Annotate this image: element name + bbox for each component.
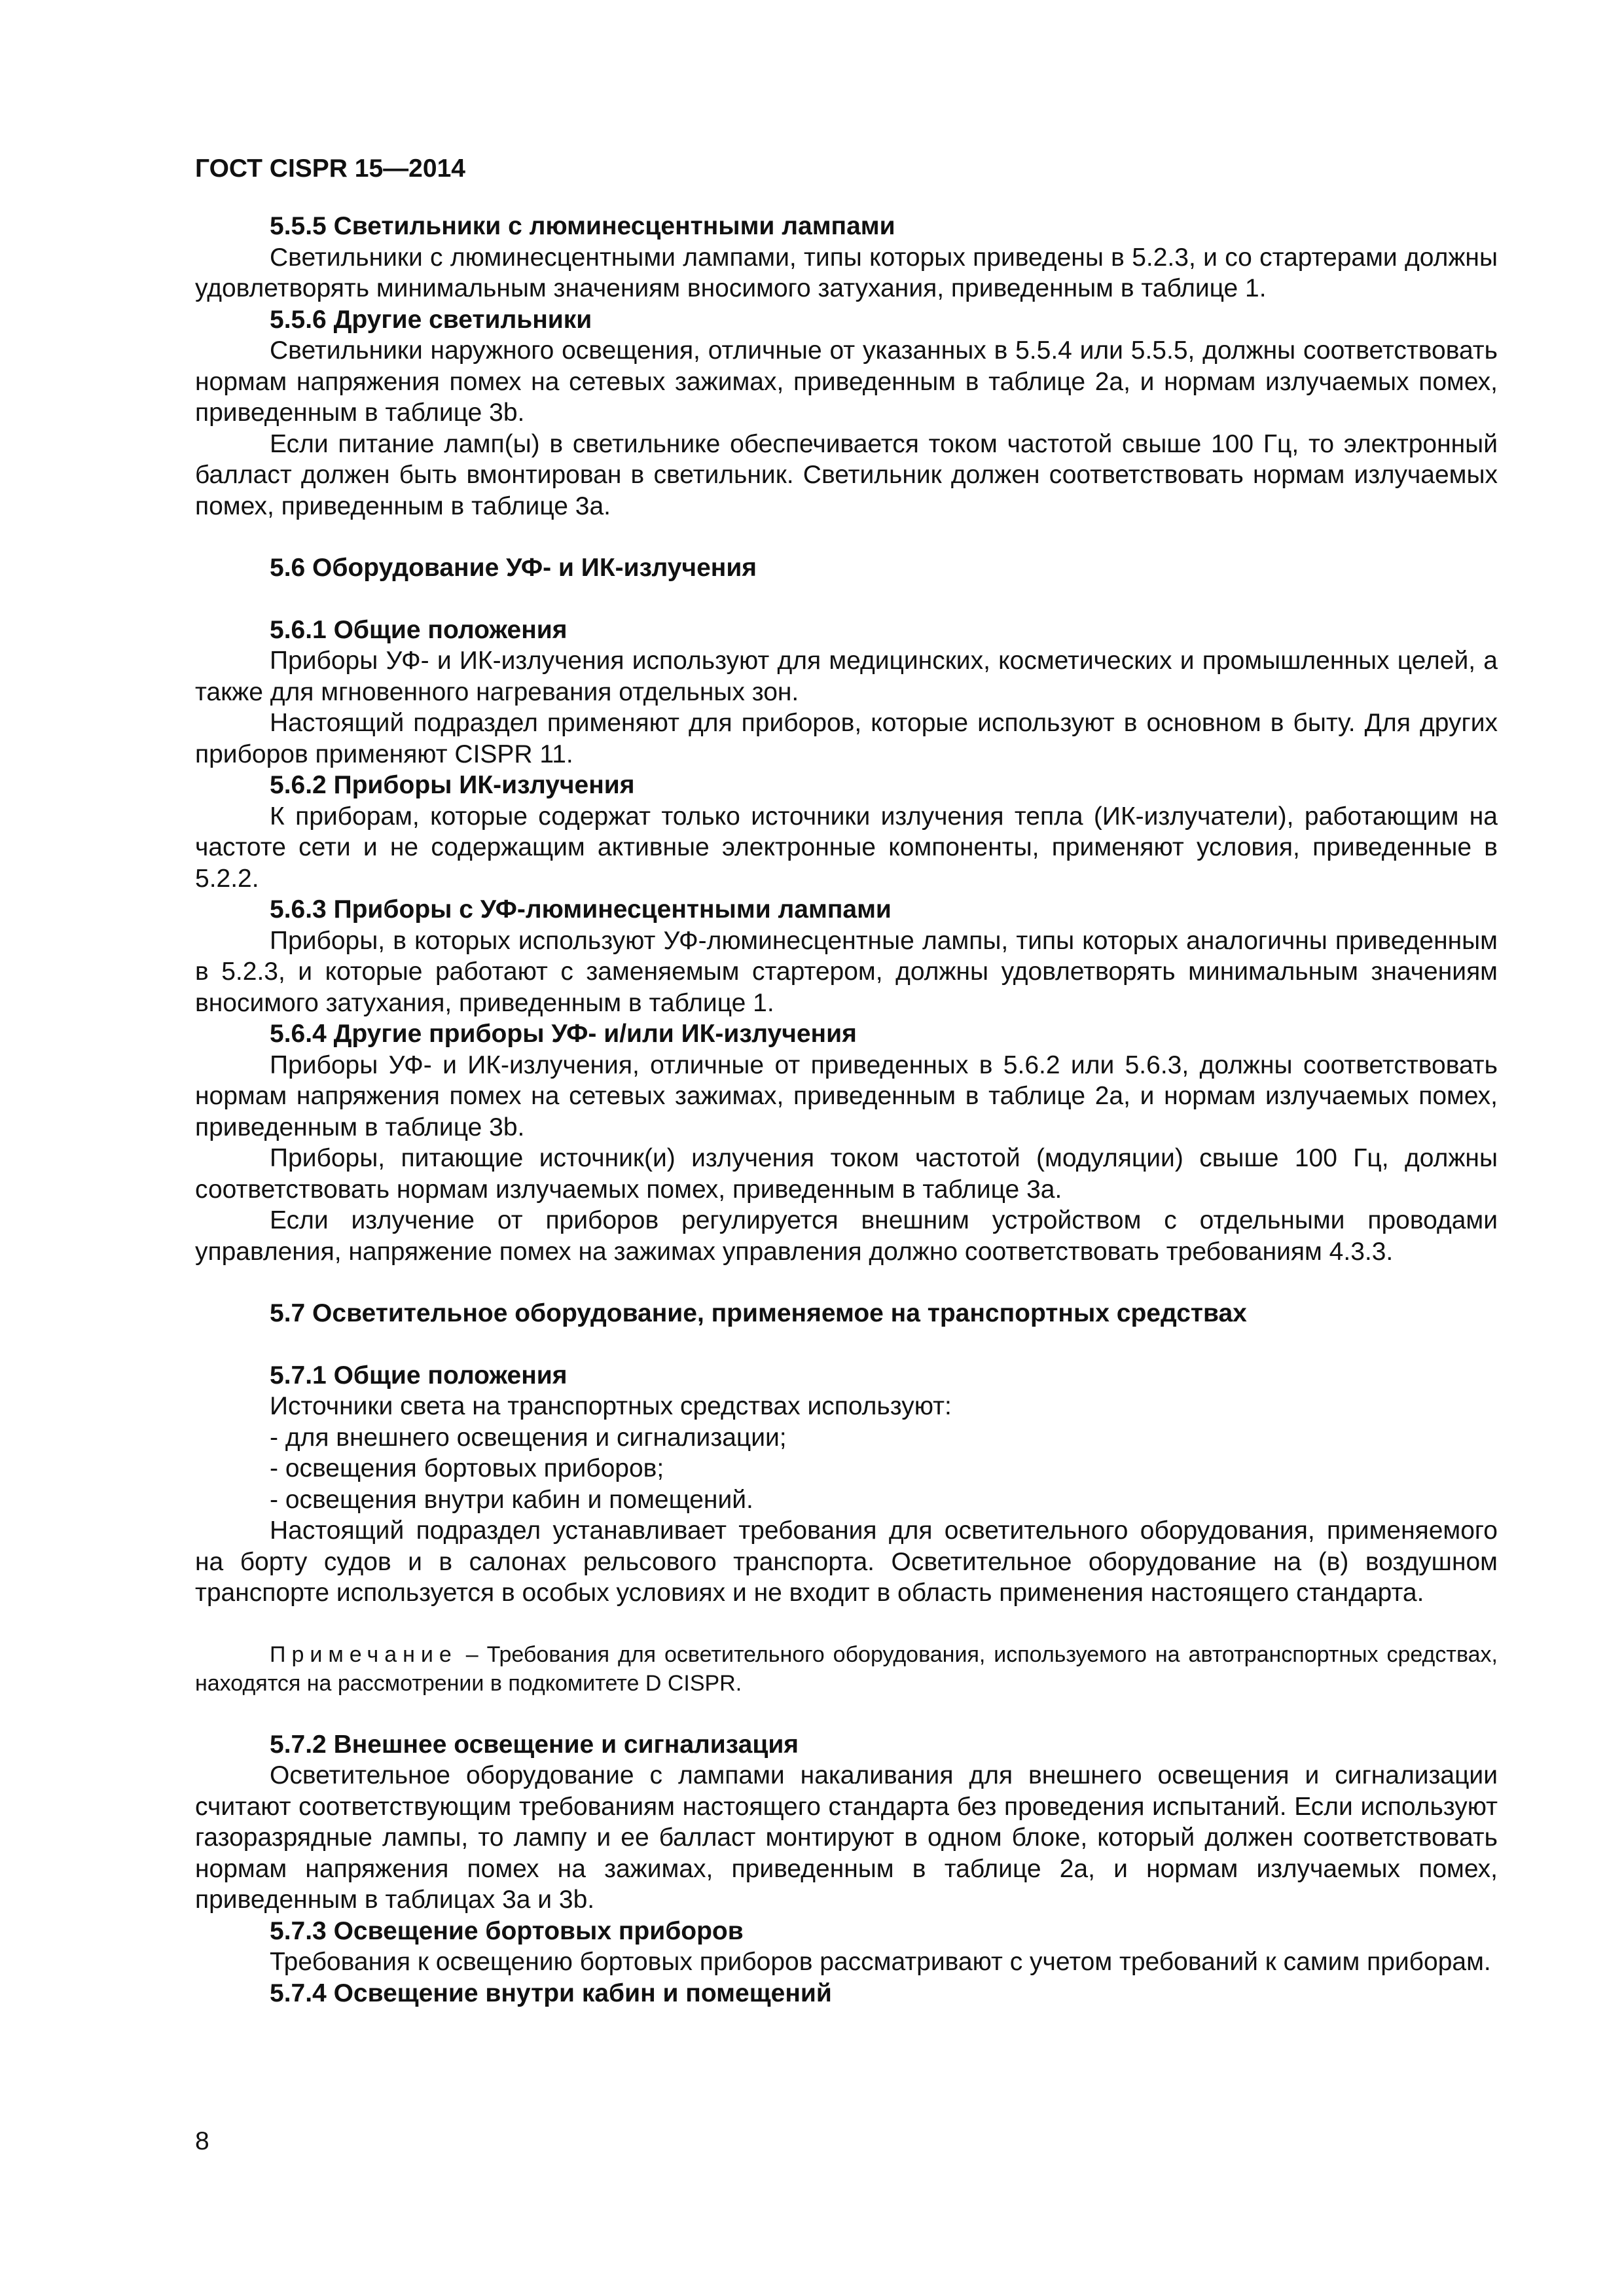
paragraph: Осветительное оборудование с лампами накаливания для внешнего освещения и сигнализации считают соответствующим требованиям настоящего стандарта без проведения испытаний. Если используют газоразрядные лампы, то лампу и ее балласт монтируют в одном блоке, который должен соответствовать нормам напряжения помех на зажимах, приведенным в таблице 2a, и нормам излучаемых помех, приведенным в таблицах 3a и 3b. (195, 1761, 1498, 1914)
list-item: - освещения бортовых приборов; (270, 1454, 664, 1482)
heading-5-7-4: 5.7.4 Освещение внутри кабин и помещений (270, 1979, 832, 2007)
paragraph: Приборы, питающие источник(и) излучения током частотой (модуляции) свыше 100 Гц, должны соответствовать нормам излучаемых помех, приведенным в таблице 3a. (195, 1144, 1498, 1204)
paragraph: К приборам, которые содержат только источники излучения тепла (ИК-излучатели), работающим на частоте сети и не содержащим активные электронные компоненты, применяют условия, приведенные в 5.2.2. (195, 802, 1498, 893)
paragraph: Приборы УФ- и ИК-излучения используют для медицинских, косметических и промышленных целей, а также для мгновенного нагревания отдельных зон. (195, 647, 1498, 706)
paragraph: Приборы УФ- и ИК-излучения, отличные от приведенных в 5.6.2 или 5.6.3, должны соответствовать нормам напряжения помех на сетевых зажимах, приведенным в таблице 2a, и нормам излучаемых помех, приведенным в таблице 3b. (195, 1050, 1498, 1141)
paragraph: Требования к освещению бортовых приборов рассматривают с учетом требований к самим приборам. (270, 1948, 1491, 1976)
heading-5-6-3: 5.6.3 Приборы с УФ-люминесцентными лампами (270, 895, 892, 924)
paragraph: Светильники наружного освещения, отличные от указанных в 5.5.4 или 5.5.5, должны соответствовать нормам напряжения помех на сетевых зажимах, приведенным в таблице 2a, и нормам излучаемых помех, приведенным в таблице 3b. (195, 336, 1498, 427)
heading-5-6: 5.6 Оборудование УФ- и ИК-излучения (270, 554, 757, 582)
note-label: Примечание (270, 1641, 458, 1667)
heading-5-7-1: 5.7.1 Общие положения (270, 1361, 568, 1390)
document-header: ГОСТ CISPR 15—2014 (195, 154, 465, 183)
paragraph: Настоящий подраздел устанавливает требования для осветительного оборудования, применяемого на борту судов и в салонах рельсового транспорта. Осветительное оборудование на (в) воздушном транспорте используется в особых условиях и не входит в область применения настоящего стандарта. (195, 1516, 1498, 1607)
heading-5-7-2: 5.7.2 Внешнее освещение и сигнализация (270, 1730, 799, 1759)
paragraph: Приборы, в которых используют УФ-люминесцентные лампы, типы которых аналогичны приведенным в 5.2.3, и которые работают с заменяемым стартером, должны удовлетворять минимальным значениям вносимого затухания, приведенным в таблице 1. (195, 926, 1498, 1017)
paragraph: Если питание ламп(ы) в светильнике обеспечивается током частотой свыше 100 Гц, то электронный балласт должен быть вмонтирован в светильник. Светильник должен соответствовать нормам излучаемых помех, приведенным в таблице 3a. (195, 429, 1498, 520)
note-text: – Требования для осветительного оборудования, используемого на автотранспортных средствах, находятся на рассмотрении в подкомитете D CISPR. (195, 1641, 1498, 1696)
heading-5-7: 5.7 Осветительное оборудование, применяемое на транспортных средствах (270, 1299, 1247, 1327)
heading-5-5-5: 5.5.5 Светильники с люминесцентными лампами (270, 212, 895, 240)
paragraph: Источники света на транспортных средствах используют: (270, 1392, 952, 1420)
paragraph: Светильники с люминесцентными лампами, типы которых приведены в 5.2.3, и со стартерами должны удовлетворять минимальным значениям вносимого затухания, приведенным в таблице 1. (195, 243, 1498, 302)
heading-5-6-1: 5.6.1 Общие положения (270, 615, 568, 644)
paragraph: Настоящий подраздел применяют для приборов, которые используют в основном в быту. Для других приборов применяют CISPR 11. (195, 709, 1498, 768)
heading-5-6-2: 5.6.2 Приборы ИК-излучения (270, 771, 635, 799)
list-item: - для внешнего освещения и сигнализации; (270, 1423, 787, 1452)
list-item: - освещения внутри кабин и помещений. (270, 1485, 753, 1514)
heading-5-7-3: 5.7.3 Освещение бортовых приборов (270, 1916, 744, 1945)
page-number: 8 (195, 2127, 209, 2155)
heading-5-5-6: 5.5.6 Другие светильники (270, 305, 592, 334)
document-body (195, 211, 1498, 2009)
note (195, 1640, 1498, 1698)
paragraph: Если излучение от приборов регулируется внешним устройством с отдельными проводами управления, напряжение помех на зажимах управления должно соответствовать требованиям 4.3.3. (195, 1206, 1498, 1266)
heading-5-6-4: 5.6.4 Другие приборы УФ- и/или ИК-излучения (270, 1020, 857, 1048)
